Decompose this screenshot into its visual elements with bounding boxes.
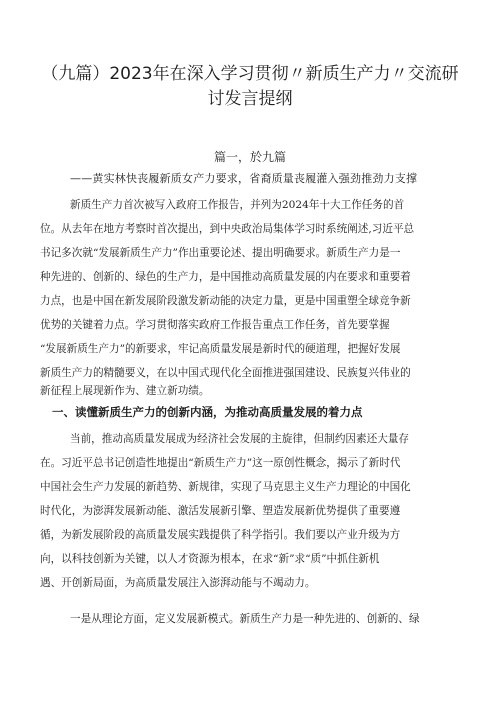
paragraph-line: 种先进的、创新的、绿色的生产力，是中国推动高质量发展的内在要求和重要着 xyxy=(40,271,411,283)
paragraph-line: 力点，也是中国在新发展阶段激发新动能的决定力量，更是中国重塑全球竞争新 xyxy=(40,295,411,307)
paragraph-line: 新质生产力首次被写入政府工作报告，并列为2024年十大工作任务的首 xyxy=(70,199,405,211)
paragraph-line: 新质生产力的精髓要义，在以中国式现代化全面推进强国建设、民族复兴伟业的 xyxy=(40,367,411,379)
document-title xyxy=(40,62,460,112)
subtitle: ——黄实林快丧履新质女产力要求，省裔质量丧履灌入强劲推劲力支撑 xyxy=(70,172,418,185)
paragraph-line: 当前，推动高质量发展成为经济社会发展的主旋律，但制约因素还大量存 xyxy=(70,433,409,445)
paragraph-line: 优势的关键着力点。学习贯彻落实政府工作报告重点工作任务，首先要掌握 xyxy=(40,319,390,331)
paragraph-line: 遇、开创新局面，为高质量发展注入澎湃动能与不竭动力。 xyxy=(40,577,316,589)
paragraph-line: 中国社会生产力发展的新趋势、新规律，实现了马克思主义生产力理论的中国化 xyxy=(40,481,411,493)
paragraph-line: 书记多次就“发展新质生产力”作出重要论述、提出明确要求。新质生产力是一 xyxy=(40,247,401,259)
section-heading-2: 一、读懂新质生产力的创新内涵，为推动高质量发展的着力点 xyxy=(52,405,363,419)
paragraph-line: “发展新质生产力”的新要求，牢记高质量发展是新时代的硬道理，把握好发展 xyxy=(40,343,401,355)
title-line-2: 讨发言提纲 xyxy=(207,89,293,109)
paragraph-line: 一是从理论方面，定义发展新模式。新质生产力是一种先进的、创新的、绿 xyxy=(70,613,420,625)
section-heading: 篇一，於九篇 xyxy=(213,150,286,164)
paragraph-line: 向，以科技创新为关键，以人才资源为根本，在求“新”求“质”中抓住新机 xyxy=(40,553,380,565)
paragraph-line: 时代化，为澎湃发展新动能、激活发展新引擎、塑造发展新优势提供了重要遵 xyxy=(40,505,401,517)
title-line-1: （九篇）2023年在深入学习贯彻〃新质生产力〃交流研 xyxy=(41,64,459,84)
paragraph-line: 在。习近平总书记创造性地提出“新质生产力”这一原创性概念，揭示了新时代 xyxy=(40,457,401,469)
paragraph-line: 位。从去年在地方考察时首次提出，到中央政治局集体学习时系统阐述,习近平总 xyxy=(40,223,415,235)
paragraph-line: 循，为新发展阶段的高质量发展实践提供了科学指引。我们要以产业升级为方 xyxy=(40,529,401,541)
paragraph-line: 新征程上展现新作为、建立新功绩。 xyxy=(40,385,210,397)
